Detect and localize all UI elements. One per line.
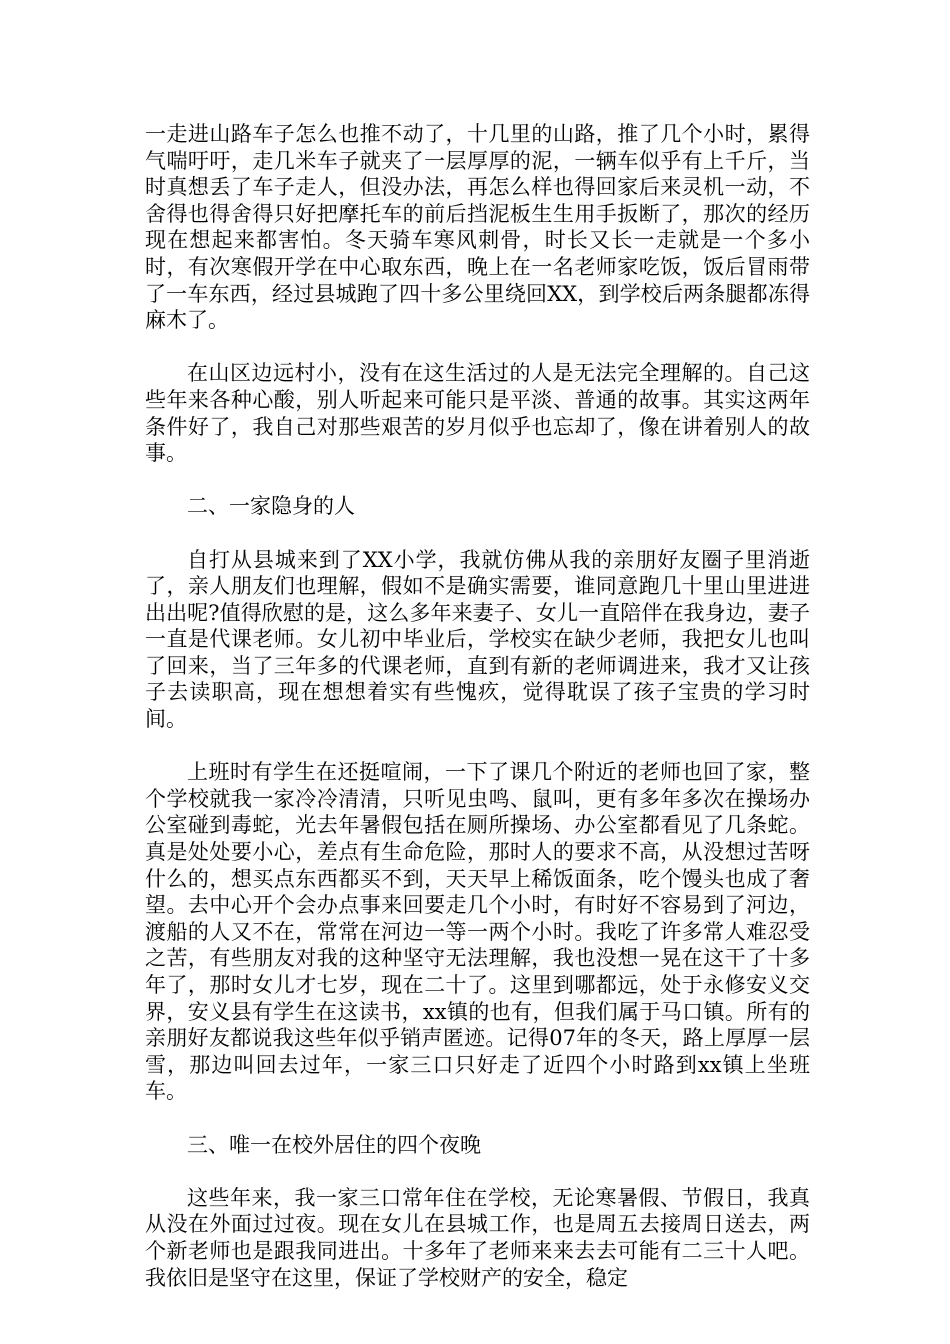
section-heading-3: 三、唯一在校外居住的四个夜晚 — [187, 1132, 481, 1157]
section-heading-2: 二、一家隐身的人 — [187, 494, 355, 519]
paragraph-mountain-village: 在山区边远村小，没有在这生活过的人是无法完全理解的。自己这些年来各种心酸，别人听起来可能只是平淡、普通的故事。其实这两年条件好了，我自己对那些艰苦的岁月似乎也忘却了，像在讲着别人的故事。 — [145, 361, 810, 466]
paragraph-continuation: 一走进山路车子怎么也推不动了，十几里的山路，推了几个小时，累得气喘吁吁，走几米车子就夹了一层厚厚的泥，一辆车似乎有上千斤，当时真想丢了车子走人，但没办法，再怎么样也得回家后来灵机一动，不舍得也得舍得只好把摩托车的前后挡泥板生生用手扳断了，那次的经历现在想起来都害怕。冬天骑车寒风刺骨，时长又长一走就是一个多小时，有次寒假开学在中心取东西，晚上在一名老师家吃饭，饭后冒雨带了一车东西，经过县城跑了四十多公里绕回XX，到学校后两条腿都冻得麻木了。 — [145, 122, 810, 333]
document-body — [145, 121, 810, 1318]
paragraph-from-county: 自打从县城来到了XX小学，我就仿佛从我的亲朋好友圈子里消逝了，亲人朋友们也理解，假如不是确实需要，谁同意跑几十里山里进进出出呢?值得欣慰的是，这么多年来妻子、女儿一直陪伴在我身边，妻子一直是代课老师。女儿初中毕业后，学校实在缺少老师，我把女儿也叫了回来，当了三年多的代课老师，直到有新的老师调进来，我才又让孩子去读职高，现在想想着实有些愧疚，觉得耽误了孩子宝贵的学习时间。 — [145, 547, 810, 732]
paragraph-living-at-school: 这些年来，我一家三口常年住在学校，无论寒暑假、节假日，我真从没在外面过过夜。现在女儿在县城工作，也是周五去接周日送去，两个新老师也是跟我同进出。十多年了老师来来去去可能有二三十人吧。我依旧是坚守在这里，保证了学校财产的安全，稳定 — [145, 1185, 810, 1290]
paragraph-school-life: 上班时有学生在还挺喧闹，一下了课几个附近的老师也回了家，整个学校就我一家冷冷清清，只听见虫鸣、鼠叫，更有多年多次在操场办公室碰到毒蛇，光去年暑假包括在厕所操场、办公室都看见了几条蛇。真是处处要小心，差点有生命危险，那时人的要求不高，从没想过苦呀什么的，想买点东西都买不到，天天早上稀饭面条，吃个馒头也成了奢望。去中心开个会办点事来回要走几个小时，有时好不容易到了河边，渡船的人又不在，常常在河边一等一两个小时。我吃了许多常人难忍受之苦，有些朋友对我的这种坚守无法理解，我也没想一晃在这干了十多年了，那时女儿才七岁，现在二十了。这里到哪都远，处于永修安义交界，安义县有学生在这读书，xx镇的也有，但我们属于马口镇。所有的亲朋好友都说我这些年似乎销声匿迹。记得07年的冬天，路上厚厚一层雪，那边叫回去过年，一家三口只好走了近四个小时路到xx镇上坐班车。 — [145, 760, 810, 1104]
